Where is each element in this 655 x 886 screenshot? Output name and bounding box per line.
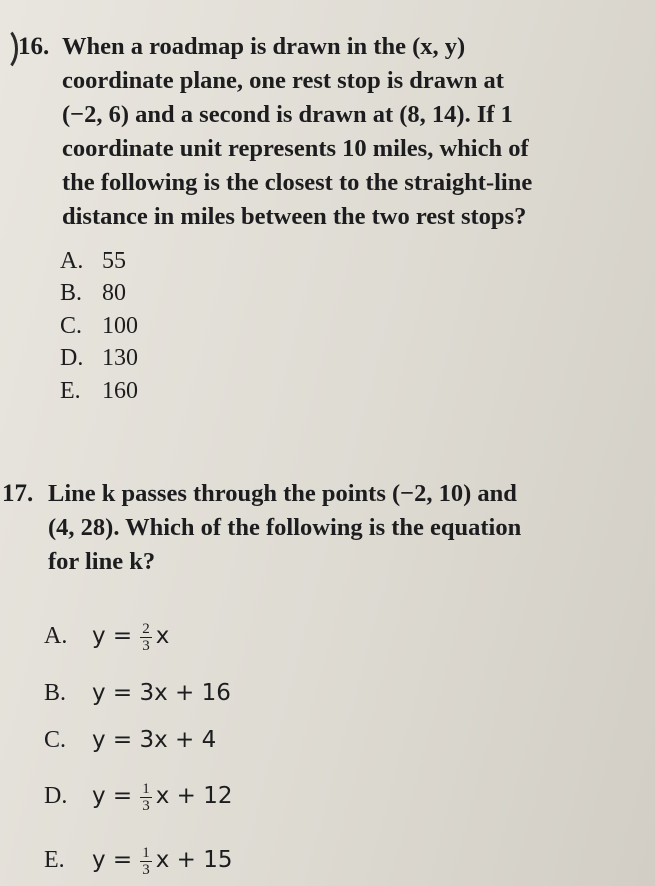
fraction-denominator: 3 (142, 861, 150, 878)
question-16-number: 16. (18, 33, 50, 60)
question-17-option-e[interactable] (44, 844, 232, 878)
option-letter: E. (60, 378, 81, 404)
option-letter: A. (60, 248, 84, 274)
question-16-line-2: coordinate plane, one rest stop is drawn at (62, 67, 504, 94)
question-17-stem (48, 477, 521, 579)
fraction (140, 621, 152, 654)
option-letter: C. (60, 313, 83, 339)
option-value: 130 (102, 345, 138, 371)
fraction-denominator: 3 (142, 797, 150, 814)
fraction (140, 845, 152, 878)
fraction-denominator: 3 (142, 637, 150, 654)
equation: y = 3x + 4 (92, 727, 217, 753)
question-16-option-e[interactable] (60, 375, 138, 407)
question-17-number: 17. (2, 480, 34, 507)
question-17-option-a[interactable] (44, 620, 169, 654)
question-17-option-b[interactable] (44, 677, 231, 709)
equation-prefix: y = (92, 783, 133, 809)
question-17-line-1: Line k passes through the points (−2, 10) and (48, 480, 517, 507)
option-value: 80 (102, 280, 126, 306)
fraction-numerator: 1 (142, 844, 150, 861)
option-value: 55 (102, 248, 126, 274)
question-16-line-6: distance in miles between the two rest stops? (62, 203, 527, 230)
question-16-line-4: coordinate unit represents 10 miles, which of (62, 135, 529, 162)
question-16-option-d[interactable] (60, 342, 138, 374)
question-16-option-c[interactable] (60, 310, 138, 342)
option-letter: D. (60, 345, 84, 371)
option-letter: B. (60, 280, 83, 306)
equation-prefix: y = (92, 847, 133, 873)
fraction (140, 781, 152, 814)
fraction-numerator: 1 (142, 780, 150, 797)
equation-prefix: y = (92, 623, 133, 649)
question-16-option-b[interactable] (60, 277, 126, 309)
fraction-numerator: 2 (142, 620, 150, 637)
equation-suffix: x + 12 (155, 783, 233, 809)
question-17-line-3: for line k? (48, 548, 156, 575)
question-16-stem (62, 30, 532, 234)
question-17-option-c[interactable] (44, 724, 216, 756)
question-16-line-5: the following is the closest to the straight-line (62, 169, 533, 196)
equation-suffix: x (155, 623, 170, 649)
question-17-line-2: (4, 28). Which of the following is the equation (48, 514, 522, 541)
question-16-option-a[interactable] (60, 245, 126, 277)
option-letter: D. (44, 783, 68, 809)
option-value: 100 (102, 313, 138, 339)
margin-bracket-mark (0, 26, 18, 72)
question-16-line-3: (−2, 6) and a second is drawn at (8, 14). If 1 (62, 101, 513, 128)
option-value: 160 (102, 378, 138, 404)
question-17-option-d[interactable] (44, 780, 232, 814)
equation: y = 3x + 16 (92, 680, 231, 706)
option-letter: B. (44, 680, 67, 706)
question-16-line-1: When a roadmap is drawn in the (x, y) (62, 33, 466, 60)
option-letter: A. (44, 623, 68, 649)
option-letter: C. (44, 727, 67, 753)
equation-suffix: x + 15 (155, 847, 233, 873)
option-letter: E. (44, 847, 65, 873)
